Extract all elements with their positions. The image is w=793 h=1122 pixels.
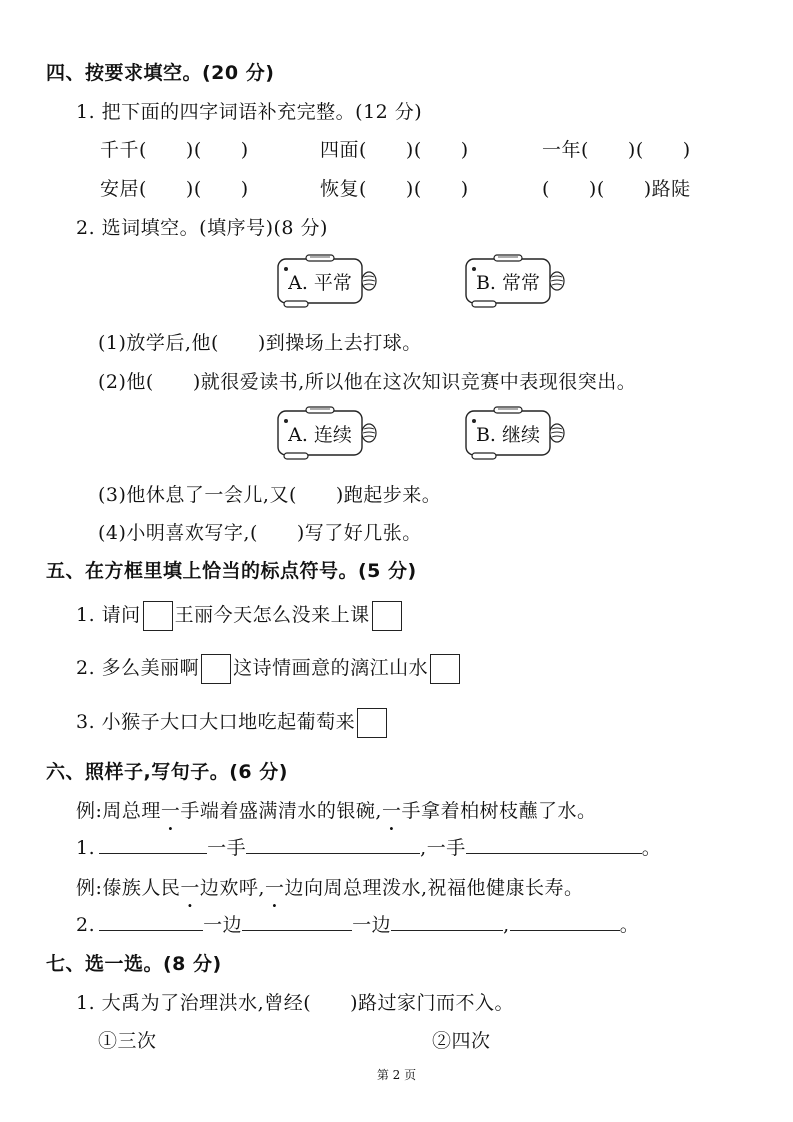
sentence-1: (1)放学后,他( )到操场上去打球。	[98, 332, 422, 354]
idiom-blank: 四面( )( )	[320, 139, 469, 161]
answer-blank[interactable]	[466, 833, 642, 854]
exercise-text: ,一手	[420, 837, 466, 859]
answer-blank[interactable]	[246, 833, 420, 854]
punct-text: 3. 小猴子大口大口地吃起葡萄来	[76, 711, 356, 733]
emphasis-char: 一	[160, 800, 181, 822]
punctuation-box[interactable]	[143, 601, 173, 631]
example-text: 手端着盛满清水的银碗,	[180, 800, 382, 822]
option-card	[462, 405, 566, 461]
question-4-2-title: 2. 选词填空。(填序号)(8 分)	[76, 217, 328, 239]
question-4-1-title: 1. 把下面的四字词语补充完整。(12 分)	[76, 101, 423, 123]
exercise-text: 。	[641, 837, 662, 859]
punct-text: 2. 多么美丽啊	[76, 657, 200, 679]
idiom-blank: 一年( )( )	[542, 139, 691, 161]
exercise-text: ,	[503, 914, 510, 936]
punctuation-box[interactable]	[201, 654, 231, 684]
example-text: 边欢呼,	[199, 877, 265, 899]
example-text: 手拿着柏树枝蘸了水。	[401, 800, 597, 822]
option-card	[274, 253, 378, 309]
exercise-text: 一手	[207, 837, 247, 859]
option-label: A. 平常	[288, 271, 352, 294]
example-text: 边向周总理泼水,祝福他健康长寿。	[284, 877, 584, 899]
option-label: A. 连续	[288, 423, 352, 446]
answer-blank[interactable]	[242, 910, 352, 931]
punct-line-2	[76, 651, 462, 685]
sentence-3: (3)他休息了一会儿,又( )跑起步来。	[98, 484, 442, 506]
exercise-text: 一边	[203, 914, 243, 936]
choice-option-1[interactable]: ①三次	[98, 1030, 157, 1052]
answer-blank[interactable]	[99, 910, 203, 931]
example-sentence-2	[76, 873, 584, 900]
exercise-text: 一边	[352, 914, 392, 936]
exercise-number: 2.	[76, 914, 96, 936]
exercise-text: 。	[619, 914, 640, 936]
section-4-heading: 四、按要求填空。(20 分)	[46, 62, 275, 84]
option-label: B. 常常	[475, 271, 541, 294]
idiom-blank: 恢复( )( )	[320, 178, 469, 200]
punctuation-box[interactable]	[430, 654, 460, 684]
exercise-number: 1.	[76, 837, 96, 859]
page-number: 第 2 页	[376, 1068, 417, 1082]
emphasis-char: 一	[381, 800, 402, 822]
section-6-heading: 六、照样子,写句子。(6 分)	[46, 761, 288, 783]
idiom-blank: 安居( )( )	[100, 178, 249, 200]
emphasis-char: 一	[264, 877, 285, 899]
idiom-blank: ( )( )路陡	[542, 178, 691, 200]
punct-text: 王丽今天怎么没来上课	[174, 604, 370, 626]
example-sentence-1	[76, 796, 597, 823]
example-text: 例:周总理	[76, 800, 161, 822]
idiom-blank: 千千( )( )	[100, 139, 249, 161]
section-5-heading: 五、在方框里填上恰当的标点符号。(5 分)	[46, 560, 417, 582]
sentence-4: (4)小明喜欢写字,( )写了好几张。	[98, 522, 422, 544]
example-text: 例:傣族人民	[76, 877, 181, 899]
option-card	[274, 405, 378, 461]
sentence-2: (2)他( )就很爱读书,所以他在这次知识竞赛中表现很突出。	[98, 371, 637, 393]
punct-text: 这诗情画意的漓江山水	[233, 657, 429, 679]
exercise-line-2	[76, 910, 639, 937]
punct-text: 1. 请问	[76, 604, 141, 626]
punct-line-1	[76, 598, 404, 632]
answer-blank[interactable]	[510, 910, 620, 931]
punctuation-box[interactable]	[357, 708, 387, 738]
question-7-1: 1. 大禹为了治理洪水,曾经( )路过家门而不入。	[76, 992, 515, 1014]
section-7-heading: 七、选一选。(8 分)	[46, 953, 222, 975]
option-card	[462, 253, 566, 309]
choice-option-2[interactable]: ②四次	[432, 1030, 491, 1052]
emphasis-char: 一	[180, 877, 200, 899]
punctuation-box[interactable]	[372, 601, 402, 631]
answer-blank[interactable]	[391, 910, 503, 931]
punct-line-3	[76, 705, 389, 739]
answer-blank[interactable]	[99, 833, 207, 854]
option-label: B. 继续	[475, 423, 541, 446]
exercise-line-1	[76, 833, 661, 860]
